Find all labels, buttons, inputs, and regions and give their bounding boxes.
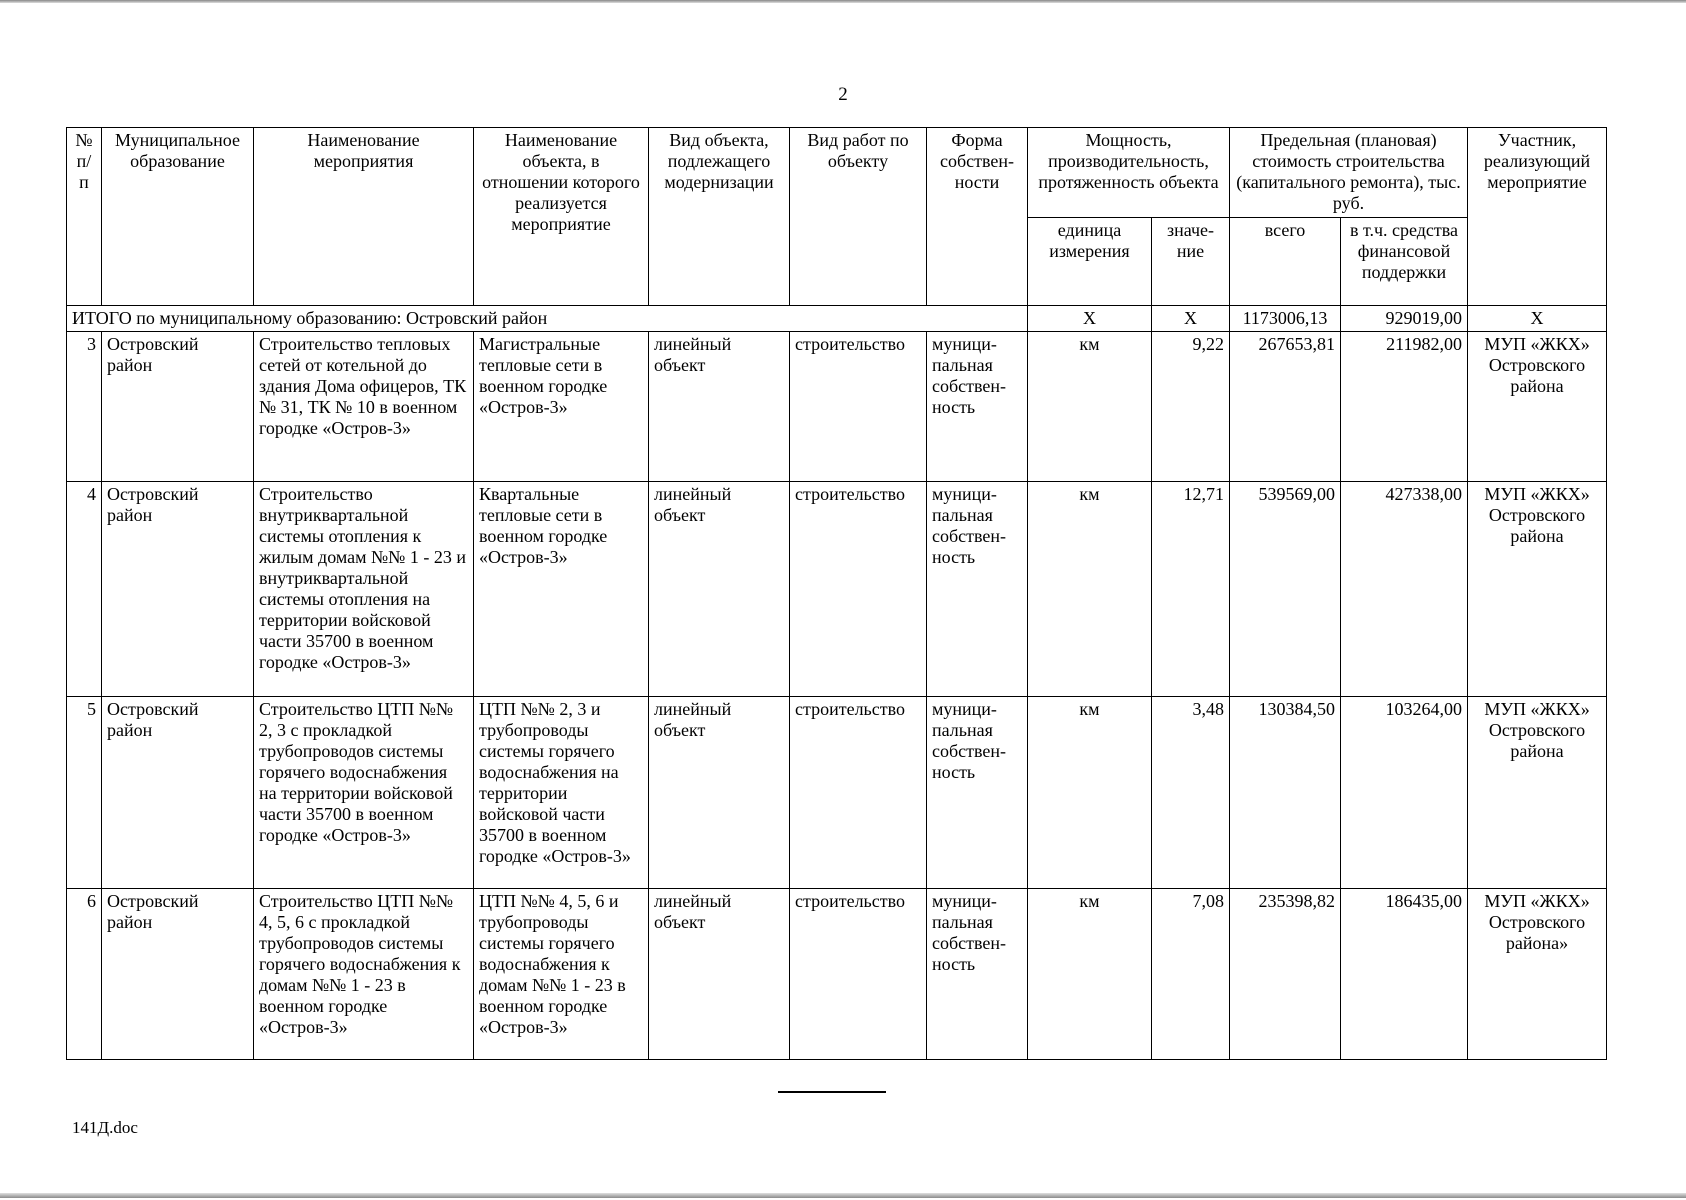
row-work-type: строительство bbox=[790, 482, 927, 697]
total-unit: Х bbox=[1028, 306, 1152, 332]
row-cost-support: 427338,00 bbox=[1341, 482, 1468, 697]
header-participant: Участник, реализующий мероприятие bbox=[1468, 128, 1607, 306]
header-capacity-unit: единица измерения bbox=[1028, 218, 1152, 306]
table-row bbox=[67, 697, 1607, 889]
header-num: № п/п bbox=[67, 128, 102, 306]
row-participant: МУП «ЖКХ» Островского района bbox=[1468, 482, 1607, 697]
table-row bbox=[67, 332, 1607, 482]
row-object-type: линейный объект bbox=[649, 332, 790, 482]
end-rule bbox=[778, 1091, 886, 1093]
row-municipality: Островский район bbox=[102, 332, 254, 482]
row-cost-support: 211982,00 bbox=[1341, 332, 1468, 482]
table-row bbox=[67, 889, 1607, 1060]
header-object: Наименование объекта, в отношении которого реализуется мероприятие bbox=[474, 128, 649, 306]
total-value: Х bbox=[1152, 306, 1230, 332]
header-cost: Предельная (плановая) стоимость строительства (капитального ремонта), тыс. руб. bbox=[1230, 128, 1468, 218]
scan-edge-bottom bbox=[0, 1193, 1686, 1198]
row-num: 4 bbox=[67, 482, 102, 697]
row-cost-support: 103264,00 bbox=[1341, 697, 1468, 889]
row-work-type: строительство bbox=[790, 889, 927, 1060]
header-work-type: Вид работ по объекту bbox=[790, 128, 927, 306]
row-work-type: строительство bbox=[790, 332, 927, 482]
row-object-type: линейный объект bbox=[649, 889, 790, 1060]
header-capacity-value: значе- ние bbox=[1152, 218, 1230, 306]
row-unit: км bbox=[1028, 697, 1152, 889]
header-municipality: Муниципальное образование bbox=[102, 128, 254, 306]
row-ownership: муници- пальная собствен- ность bbox=[927, 697, 1028, 889]
total-row bbox=[67, 306, 1607, 332]
table-row bbox=[67, 482, 1607, 697]
row-object: ЦТП №№ 2, 3 и трубопроводы системы горячего водоснабжения на территории войсковой части 35700 в военном городке «Остров-3» bbox=[474, 697, 649, 889]
row-value: 12,71 bbox=[1152, 482, 1230, 697]
header-ownership: Форма собствен- ности bbox=[927, 128, 1028, 306]
row-object-type: линейный объект bbox=[649, 697, 790, 889]
header-capacity: Мощность, производительность, протяженность объекта bbox=[1028, 128, 1230, 218]
row-object-type: линейный объект bbox=[649, 482, 790, 697]
row-measure: Строительство ЦТП №№ 4, 5, 6 с прокладкой трубопроводов системы горячего водоснабжения к домам №№ 1 - 23 в военном городке «Остров-3» bbox=[254, 889, 474, 1060]
row-participant: МУП «ЖКХ» Островского района» bbox=[1468, 889, 1607, 1060]
row-unit: км bbox=[1028, 482, 1152, 697]
header-cost-total: всего bbox=[1230, 218, 1341, 306]
total-cost: 1173006,13 bbox=[1230, 306, 1341, 332]
total-label: ИТОГО по муниципальному образованию: Островский район bbox=[67, 306, 1028, 332]
row-cost-total: 539569,00 bbox=[1230, 482, 1341, 697]
header-measure: Наименование мероприятия bbox=[254, 128, 474, 306]
row-num: 5 bbox=[67, 697, 102, 889]
row-object: ЦТП №№ 4, 5, 6 и трубопроводы системы горячего водоснабжения к домам №№ 1 - 23 в военном городке «Остров-3» bbox=[474, 889, 649, 1060]
page-number: 2 bbox=[838, 84, 848, 105]
total-support: 929019,00 bbox=[1341, 306, 1468, 332]
row-ownership: муници- пальная собствен- ность bbox=[927, 482, 1028, 697]
row-num: 6 bbox=[67, 889, 102, 1060]
row-municipality: Островский район bbox=[102, 697, 254, 889]
row-participant: МУП «ЖКХ» Островского района bbox=[1468, 697, 1607, 889]
row-municipality: Островский район bbox=[102, 482, 254, 697]
file-name: 141Д.doc bbox=[72, 1118, 138, 1137]
row-object: Магистральные тепловые сети в военном городке «Остров-3» bbox=[474, 332, 649, 482]
row-num: 3 bbox=[67, 332, 102, 482]
row-work-type: строительство bbox=[790, 697, 927, 889]
scan-edge-top bbox=[0, 0, 1686, 3]
row-participant: МУП «ЖКХ» Островского района bbox=[1468, 332, 1607, 482]
row-measure: Строительство тепловых сетей от котельной до здания Дома офицеров, ТК № 31, ТК № 10 в военном городке «Остров-3» bbox=[254, 332, 474, 482]
row-cost-total: 130384,50 bbox=[1230, 697, 1341, 889]
row-municipality: Островский район bbox=[102, 889, 254, 1060]
row-cost-total: 267653,81 bbox=[1230, 332, 1341, 482]
row-cost-support: 186435,00 bbox=[1341, 889, 1468, 1060]
header-cost-support: в т.ч. средства финансовой поддержки bbox=[1341, 218, 1468, 306]
total-participant: Х bbox=[1468, 306, 1607, 332]
row-value: 7,08 bbox=[1152, 889, 1230, 1060]
measures-table bbox=[66, 127, 1607, 1060]
row-value: 9,22 bbox=[1152, 332, 1230, 482]
row-measure: Строительство внутриквартальной системы отопления к жилым домам №№ 1 - 23 и внутриквартальной системы отопления на территории войсковой части 35700 в военном городке «Остров-3» bbox=[254, 482, 474, 697]
row-value: 3,48 bbox=[1152, 697, 1230, 889]
row-cost-total: 235398,82 bbox=[1230, 889, 1341, 1060]
row-measure: Строительство ЦТП №№ 2, 3 с прокладкой трубопроводов системы горячего водоснабжения на территории войсковой части 35700 в военном городке «Остров-3» bbox=[254, 697, 474, 889]
row-object: Квартальные тепловые сети в военном городке «Остров-3» bbox=[474, 482, 649, 697]
header-object-type: Вид объекта, подлежащего модернизации bbox=[649, 128, 790, 306]
row-unit: км bbox=[1028, 332, 1152, 482]
row-ownership: муници- пальная собствен- ность bbox=[927, 332, 1028, 482]
row-ownership: муници- пальная собствен- ность bbox=[927, 889, 1028, 1060]
row-unit: км bbox=[1028, 889, 1152, 1060]
